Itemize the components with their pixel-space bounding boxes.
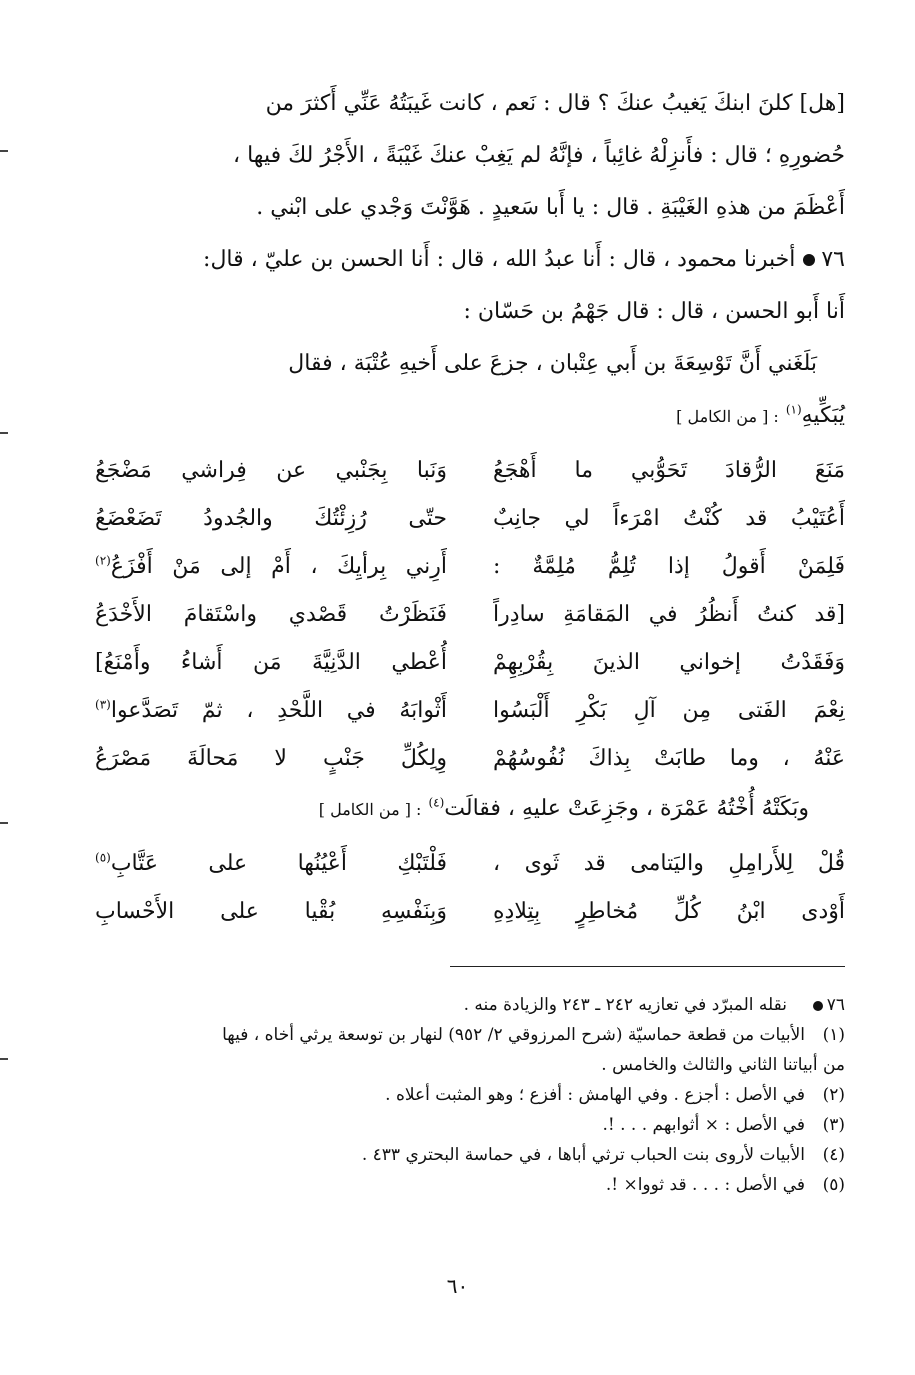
hemistich-left <box>95 840 447 888</box>
footnote-ref: (٥) <box>95 850 111 865</box>
intro-text: وبَكَتْهُ أُخْتُهُ عَمْرَة ، وجَزِعَتْ عليهِ ، فقالَت <box>444 796 809 821</box>
hemistich-left: أُعْطي الدَّنِيَّةَ مَن أَشاءُ وأَمْنَعُ] <box>95 650 447 675</box>
hemistich-right: مَنَعَ الرُّقادَ تَحَوُّبي ما أَهْجَعُ <box>493 458 845 483</box>
text-line: أَعْظَمَ من هذهِ الغَيْبَةِ . قال : يا أَبا سَعيدٍ . هَوَّنْتَ وَجْدي على ابْني . <box>256 195 845 220</box>
text-line <box>95 390 845 443</box>
footnote-text: في الأصل : . . . قد ثووا× !. <box>605 1175 805 1195</box>
scan-edge-mark <box>0 150 8 152</box>
hemistich-left: وَبِنَفْسِهِ بُقْيا على الأَحْسابِ <box>95 899 447 924</box>
hemistich-right: فَلِمَنْ أَقولُ إذا تُلِمُّ مُلِمَّةٌ : <box>493 554 845 579</box>
verse-row <box>95 447 845 495</box>
hemistich-text: أَثْوابَهُ في اللَّحْدِ ، ثمّ تَصَدَّعوا <box>110 698 447 723</box>
footnote-number: (١) <box>822 1025 845 1045</box>
verse-row <box>95 840 845 888</box>
hemistich-left: حتّى رُزِئْتُكَ والجُدودُ تَضَعْضَعُ <box>95 506 447 531</box>
hemistich-right: نِعْمَ الفَتى مِن آلِ بَكْرِ أَلْبَسُوا <box>493 698 845 723</box>
hemistich-right: قُلْ لِلأَرامِلِ واليَتامى قد ثَوى ، <box>493 851 845 876</box>
bullet-icon <box>813 1001 823 1011</box>
footnote-number: (٢) <box>822 1085 845 1105</box>
page-body <box>95 78 845 936</box>
text-line: بَلَغَني أَنَّ تَوْسِعَةَ بن أَبي عِتْبان ، جزعَ على أَخيهِ عُتْبَة ، فقال <box>288 351 817 376</box>
hemistich-right: أَوْدى ابْنُ كُلِّ مُخاطِرٍ بِتِلادِهِ <box>493 899 845 924</box>
poem-2 <box>95 840 845 936</box>
footnote <box>95 1140 845 1170</box>
footnote-entry-ref <box>787 990 845 1020</box>
footnote-text: الأبيات من قطعة حماسيّة (شرح المرزوقي ٢/ ٩٥٢) لنهار بن توسعة يرثي أخاه ، فيها <box>222 1025 805 1045</box>
footnote <box>95 1080 845 1110</box>
entry-76 <box>95 234 845 443</box>
text-line: حُضورِهِ ؛ قال : فأَنزِلْهُ غائِباً ، فإنَّهُ لم يَغِبْ عنكَ غَيْبَةً ، الأَجْرُ لكَ فيها ، <box>233 143 845 168</box>
footnote-text: في الأصل : × أثوابهم . . . !. <box>602 1115 805 1135</box>
footnote <box>95 1110 845 1140</box>
meter-label: : [ من الكامل ] <box>318 800 422 819</box>
footnote-number: (٥) <box>822 1175 845 1195</box>
hemistich-right: عَنْهُ ، وما طابَتْ بِذاكَ نُفُوسُهُمْ <box>493 746 845 771</box>
footnote <box>95 1020 845 1050</box>
hemistich-text: أَرِني بِرأيِكَ ، أَمْ إلى مَنْ أَفْزَعُ <box>110 554 447 579</box>
text-line: [هل] كلنَ ابنكَ يَغيبُ عنكَ ؟ قال : نَعم ، كانت غَيبَتُهُ عَنِّي أَكثرَ من <box>265 91 845 116</box>
footnote-divider <box>450 966 845 967</box>
entry-number: ٧٦ <box>821 247 845 272</box>
verse-row <box>95 591 845 639</box>
verse-row <box>95 495 845 543</box>
hemistich-left: فَنَظَرْتُ قَصْدي واسْتَقامَ الأَخْدَعُ <box>95 602 447 627</box>
hemistich-right: وَفَقَدْتُ إخواني الذينَ بِقُرْبِهِمْ <box>493 650 845 675</box>
hemistich-left <box>95 687 447 735</box>
footnote-ref: (٣) <box>95 697 111 712</box>
footnote-ref: (٤) <box>428 795 445 810</box>
page-number: ٦٠ <box>446 1274 469 1298</box>
meter-label: : [ من الكامل ] <box>676 407 779 426</box>
footnote-ref: (١) <box>785 402 802 417</box>
hemistich-left <box>95 543 447 591</box>
scan-edge-mark <box>0 432 8 434</box>
isnad-text: أخبرنا محمود ، قال : أَنا عبدُ الله ، قال : أَنا الحسن بن عليّ ، قال: <box>203 247 796 272</box>
verse-row <box>95 687 845 735</box>
hemistich-right: [قد كنتُ أَنظُرُ في المَقامَةِ سادِراً <box>493 602 845 627</box>
footnote-main <box>95 990 845 1020</box>
scan-edge-mark <box>0 822 8 824</box>
footnote-number: (٤) <box>822 1145 845 1165</box>
verse-row <box>95 639 845 687</box>
poem-1 <box>95 447 845 783</box>
footnotes <box>95 990 845 1200</box>
footnote-continuation: من أبياتنا الثاني والثالث والخامس . <box>601 1055 845 1075</box>
hemistich-left: وَنَبا بِجَنْبي عن فِراشي مَضْجَعُ <box>95 458 447 483</box>
entry-75-continuation <box>95 78 845 234</box>
text-fragment: يُبَكِّيهِ <box>801 403 845 428</box>
scan-edge-mark <box>0 1058 8 1060</box>
verse-row <box>95 888 845 936</box>
footnote-number: (٣) <box>822 1115 845 1135</box>
footnote <box>95 1170 845 1200</box>
text-line: أَنا أَبو الحسن ، قال : قال جَهْمُ بن حَسّان : <box>463 299 845 324</box>
footnote-text: نقله المبرّد في تعازيه ٢٤٢ ـ ٢٤٣ والزيادة منه . <box>463 995 787 1015</box>
hemistich-left: وِلِكُلِّ جَنْبٍ لا مَحالَةَ مَصْرَعُ <box>95 746 447 771</box>
isnad-line <box>95 234 845 286</box>
bullet-icon <box>803 254 815 266</box>
footnote-text: الأبيات لأروى بنت الحباب ترثي أباها ، في حماسة البحتري ٤٣٣ . <box>361 1145 805 1165</box>
footnote-entry-number: ٧٦ <box>826 995 845 1015</box>
footnote-text: في الأصل : أجزع . وفي الهامش : أفزع ؛ وهو المثبت أعلاه . <box>385 1085 805 1105</box>
footnote-ref: (٢) <box>95 553 111 568</box>
poem-2-intro <box>95 783 845 836</box>
hemistich-text: فَلْتَبْكِ أَعْيُنُها على عَتَّابِ <box>110 851 447 876</box>
hemistich-right: أَعُتَيْبُ قد كُنْتُ امْرَءاً لي جانِبٌ <box>493 506 845 531</box>
verse-row <box>95 735 845 783</box>
verse-row <box>95 543 845 591</box>
